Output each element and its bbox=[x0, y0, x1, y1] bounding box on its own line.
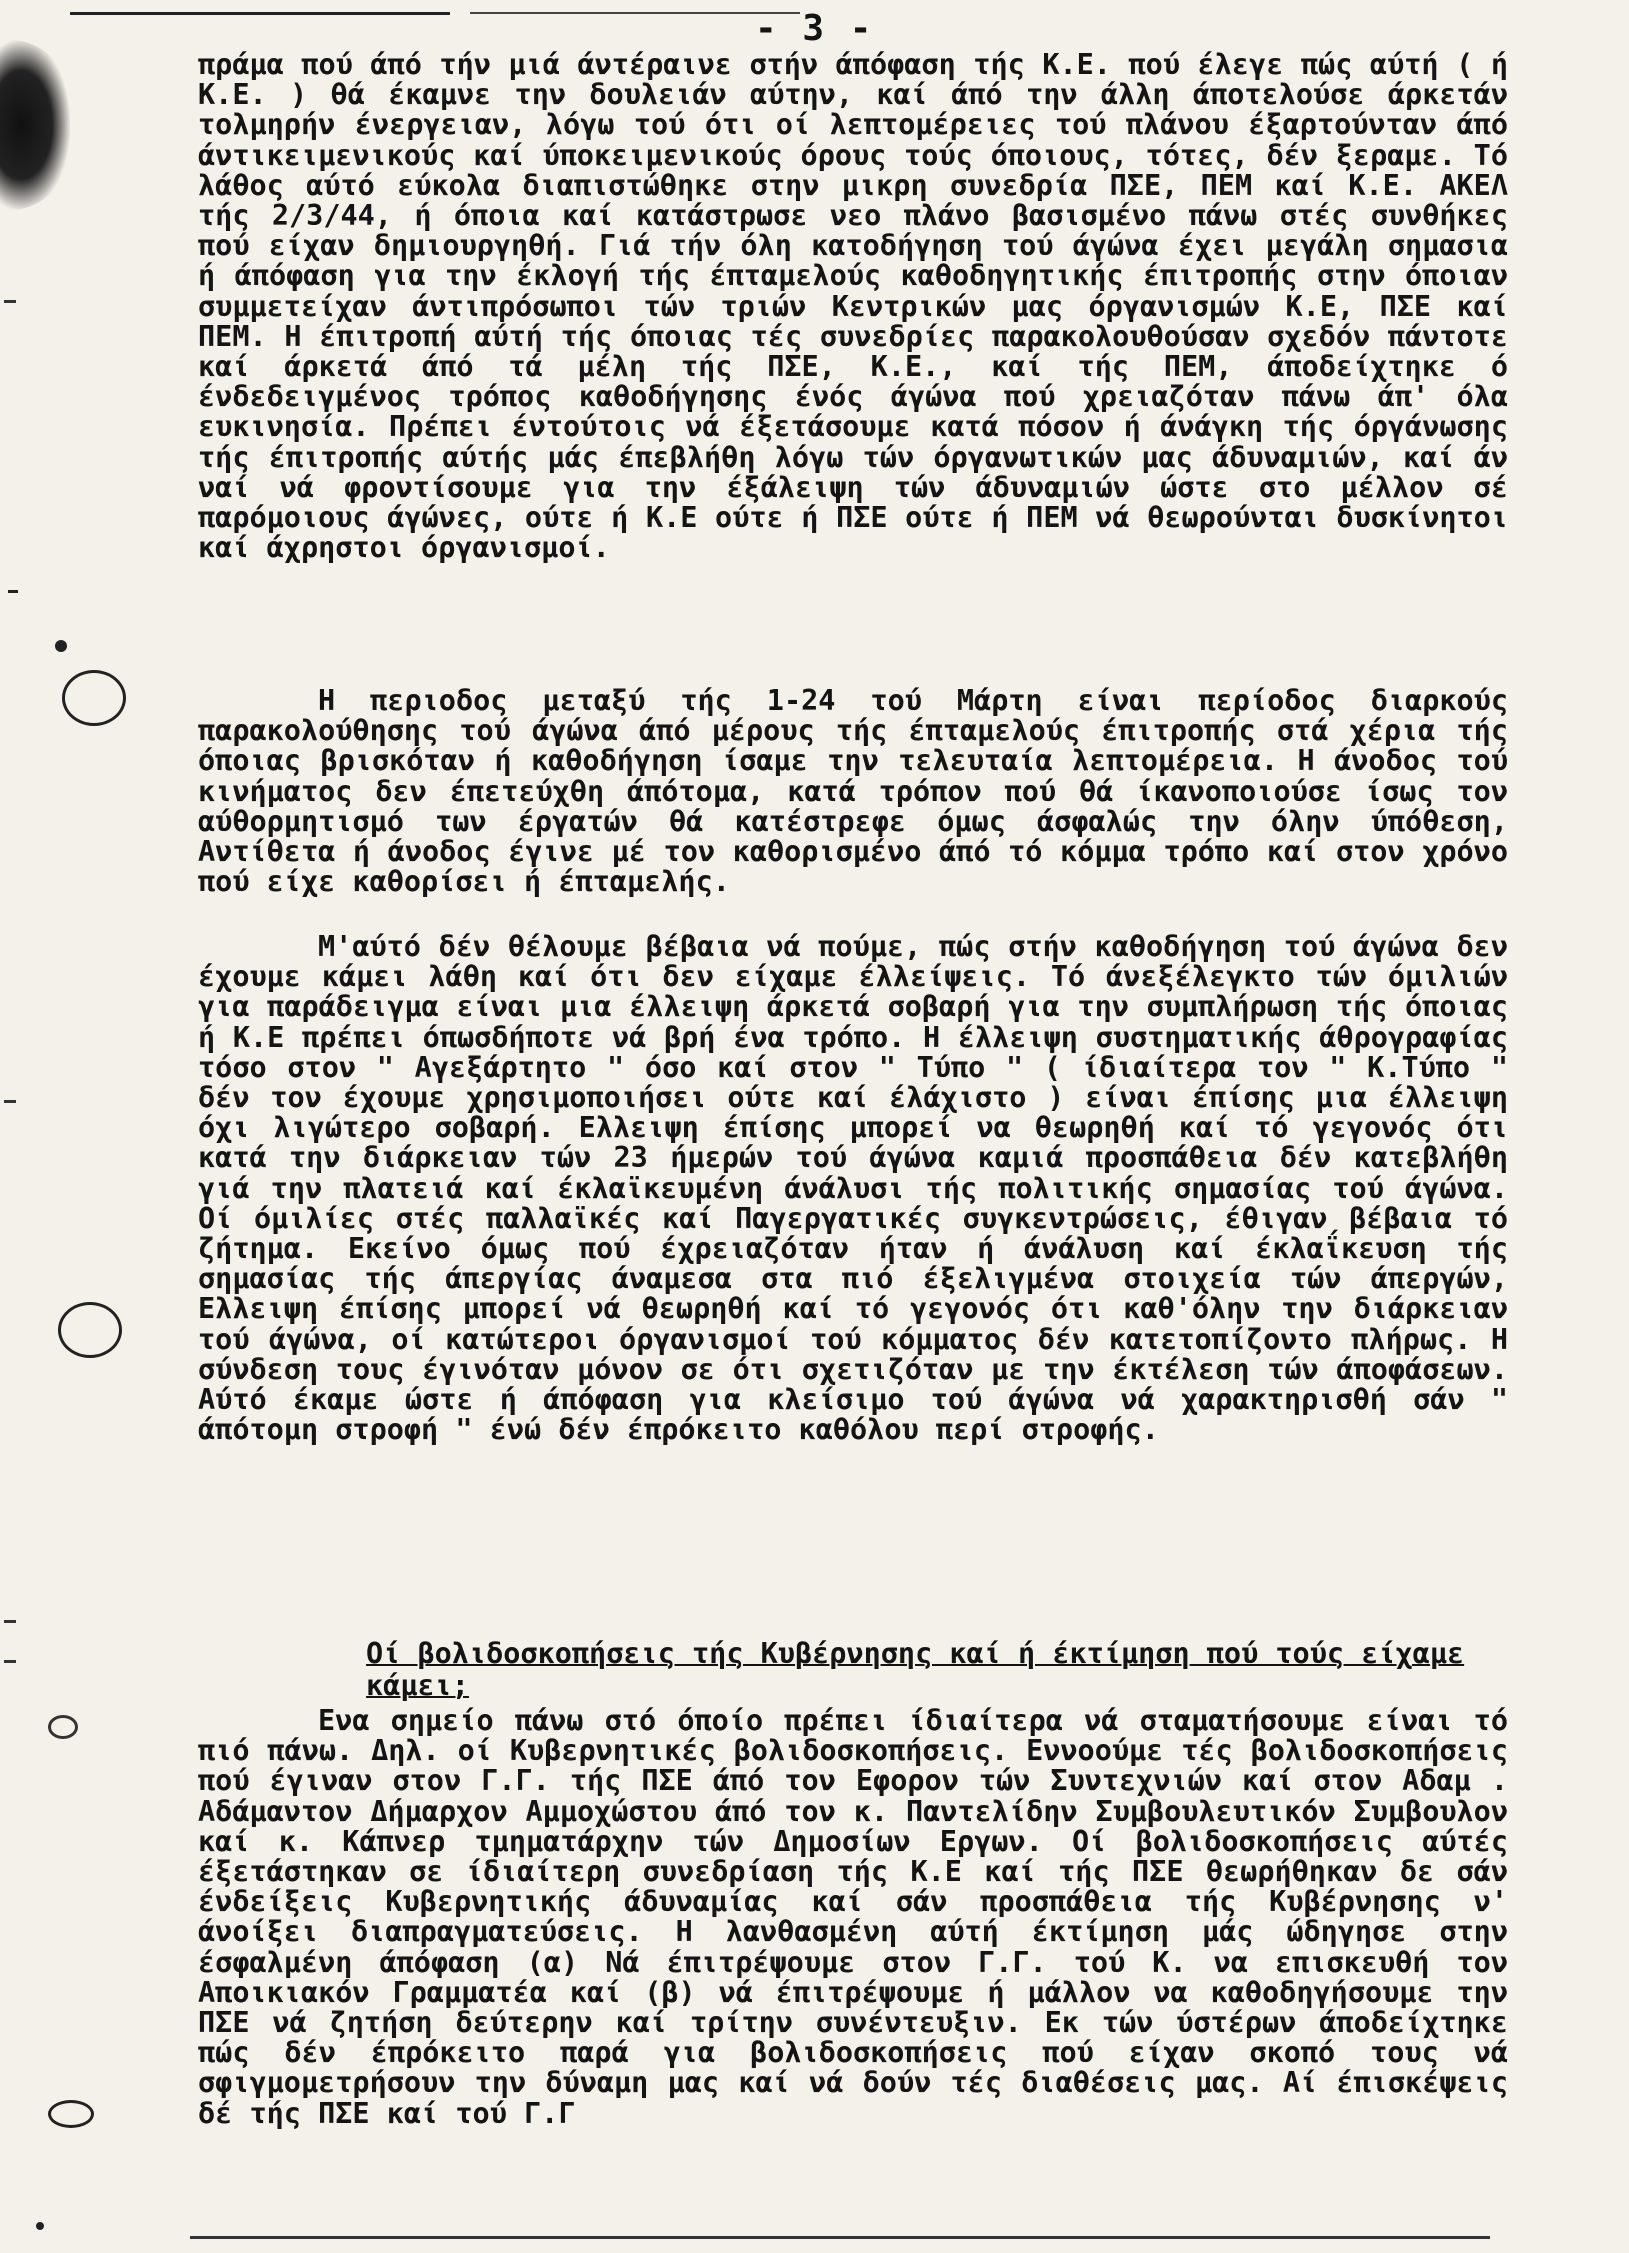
punch-hole-icon bbox=[62, 670, 126, 726]
margin-mark bbox=[8, 590, 18, 593]
bottom-rule-line bbox=[190, 2236, 1490, 2239]
page-number: - 3 - bbox=[755, 8, 874, 49]
margin-mark bbox=[55, 640, 67, 652]
paragraph-text: Ενα σημείο πάνω στό όποίο πρέπει ίδιαίτερα νά σταματήσουμε είναι τό πιό πάνω. Δηλ. οί Κυβερνητικές βολιδοσκοπήσεις. Εννοούμε τές βολιδοσκοπήσεις πού έγιναν στον Γ.Γ. τής ΠΣΕ άπό τον Εφορον τών Συντεχνιών καί στον Αδαμ . Αδάμαντον Δήμαρχον Αμμοχώστου άπό τον κ. Παντελίδην Συμβουλευτικόν Συμβουλον καί κ. Κάπνερ τμηματάρχην τών Δημοσίων Εργων. Οί βολιδοσκοπήσεις αύτές έξετάστηκαν σε ίδιαίτερη συνεδρίαση τής Κ.Ε καί τής ΠΣΕ θεωρήθηκαν δε σάν ένδείξεις Κυβερνητικής άδυναμίας καί σάν προσπάθεια τής Κυβέρνησης ν' άνοίξει διαπραγματεύσεις. Η λανθασμένη αύτή έκτίμηση μάς ώδηγησε στην έσφαλμένη άπόφαση (α) Νά έπιτρέψουμε στον Γ.Γ. τού Κ. να επισκευθή τον Αποικιακόν Γραμματέα καί (β) νά έπιτρέψουμε ή μάλλον να καθοδηγήσουμε την ΠΣΕ νά ζητήση δεύτερην καί τρίτην συνέντευξιν. Εκ τών ύστέρων άποδείχτηκε πώς δέν έπρόκειτο παρά για βολιδοσκοπήσεις πού είχαν σκοπό τους νά σφιγμομετρήσουν την δύναμη μας καί νά δούν τές διαθέσεις μας. Αί έπισκέψεις δέ τής ΠΣΕ καί τού Γ.Γ bbox=[198, 1704, 1526, 2130]
paragraph-text: Η περιοδος μεταξύ τής 1-24 τού Μάρτη είναι περίοδος διαρκούς παρακολούθησης τού άγώνα άπό μέρους τής έπταμελούς έπιτροπής στά χέρια τής όποιας βρισκόταν ή καθοδήγηση ίσαμε την τελευταία λεπτομέρεια. Η άνοδος τού κινήματος δεν έπετεύχθη άπότομα, κατά τρόπον πού θά ίκανοποιούσε ίσως τον αύθορμητισμό των έργατών θά κατέστρεφε όμως άσφαλώς την όλην ύπόθεση, Αντίθετα ή άνοδος έγινε μέ τον καθορισμένο άπό τό κόμμα τρόπο καί στον χρόνο πού είχε καθορίσει ή έπταμελής. bbox=[198, 684, 1526, 899]
margin-mark bbox=[48, 1715, 78, 1739]
section-heading: Οί βολιδοσκοπήσεις τής Κυβέρνησης καί ή έκτίμηση πού τούς είχαμε κάμει; bbox=[366, 1637, 1465, 1702]
top-rule-line-right bbox=[470, 12, 800, 14]
paragraph-text: πράμα πού άπό τήν μιά άντέραινε στήν άπόφαση τής Κ.Ε. πού έλεγε πώς αύτή ( ή Κ.Ε. ) θά έκαμνε την δουλειάν αύτην, καί άπό την άλλη άποτελούσε άρκετάν τολμηρήν ένεργειαν, λόγω τού ότι οί λεπτομέρειες τού πλάνου έξαρτούνταν άπό άντικειμενικούς καί ύποκειμενικούς όρους τούς όποιους, τότες, δέν ξεραμε. Τό λάθος αύτό εύκολα διαπιστώθηκε στην μικρη συνεδρία ΠΣΕ, ΠΕΜ καί Κ.Ε. ΑΚΕΛ τής 2/3/44, ή όποια καί κατάστρωσε νεο πλάνο βασισμένο πάνω στές συνθήκες πού είχαν δημιουργηθή. Γιά τήν όλη κατοδήγηση τού άγώνα έχει μεγάλη σημασια ή άπόφαση για την έκλογή τής έπταμελούς καθοδηγητικής έπιτροπής στην όποιαν συμμετείχαν άντιπρόσωποι τών τριών Κεντρικών μας όργανισμών Κ.Ε, ΠΣΕ καί ΠΕΜ. Η έπιτροπή αύτή τής όποιας τές συνεδρίες παρακολουθούσαν σχεδόν πάντοτε καί άρκετά άπό τά μέλη τής ΠΣΕ, Κ.Ε., καί τής ΠΕΜ, άποδείχτηκε ό ένδεδειγμένος τρόπος καθοδήγησης ένός άγώνα πού χρειαζόταν πάνω άπ' όλα ευκινησία. Πρέπει έντούτοις νά έξετάσουμε κατά πόσον ή άνάγκη τής όργάνωσης τής έπιτροπής αύτής μάς έπεβλήθη λόγω τών όργανωτικών μας άδυναμιών, καί άν ναί νά φροντίσουμε για την έξάλειψη τών άδυναμιών ώστε στο μέλλον σέ παρόμοιους άγώνες, ούτε ή Κ.Ε ούτε ή ΠΣΕ ούτε ή ΠΕΜ νά θεωρούνται δυσκίνητοι καί άχρηστοι όργανισμοί. bbox=[198, 48, 1526, 565]
paragraph-text: Μ'αύτό δέν θέλουμε βέβαια νά πούμε, πώς στήν καθοδήγηση τού άγώνα δεν έχουμε κάμει λάθη καί ότι δεν είχαμε έλλείψεις. Τό άνεξέλεγκτο τών όμιλιών για παράδειγμα είναι μια έλλειψη άρκετά σοβαρή για την συμπλήρωση τής όποιας ή Κ.Ε πρέπει όπωσδήποτε νά βρή ένα τρόπο. Η έλλειψη συστηματικής άθρογραφίας τόσο στον " Αγεξάρτητο " όσο καί στον " Τύπο " ( ίδιαίτερα τον " Κ.Τύπο " δέν τον έχουμε χρησιμοποιήσει ούτε καί έλάχιστο ) είναι έπίσης μια έλλειψη όχι λιγώτερο σοβαρή. Ελλειψη έπίσης μπορεί να θεωρηθή καί τό γεγονός ότι κατά την διάρκειαν τών 23 ήμερών τού άγώνα καμιά προσπάθεια δέν κατεβλήθη γιά την πλατειά καί έκλαϊκευμένη άνάλυσι τής πολιτικής σημασίας τού άγώνα. Οί όμιλίες στές παλλαϊκές καί Παγεργατικές συγκεντρώσεις, έθιγαν βέβαια τό ζήτημα. Εκείνο όμως πού έχρειαζόταν ήταν ή άνάλυση καί έκλαΐκευση τής σημασίας τής άπεργίας άναμεσα στα πιό έξελιγμένα στοιχεία τών άπεργών, Ελλειψη έπίσης μπορεί νά θεωρηθή καί τό γεγονός ότι καθ'όλην την διάρκειαν τού άγώνα, οί κατώτεροι όργανισμοί τού κόμματος δέν κατετοπίζοντο πλήρως. Η σύνδεση τους έγινόταν μόνον σε ότι σχετιζόταν με την έκτέλεση τών άποφάσεων. Αύτό έκαμε ώστε ή άπόφαση για κλείσιμο τού άγώνα νά χαρακτηρισθή σάν " άπότομη στροφή " ένώ δέν έπρόκειτο καθόλου περί στροφής. bbox=[198, 930, 1526, 1447]
top-rule-line bbox=[70, 12, 450, 15]
edge-mark bbox=[4, 1100, 16, 1103]
paragraph-government-probes bbox=[198, 1704, 1526, 2130]
margin-mark bbox=[36, 2222, 44, 2230]
edge-mark bbox=[4, 300, 16, 303]
punch-hole-icon bbox=[48, 2100, 94, 2128]
paragraph-march-period bbox=[198, 684, 1526, 899]
binding-ink-blot bbox=[0, 40, 70, 210]
paragraph-leadership-committee bbox=[198, 48, 1526, 565]
punch-hole-icon bbox=[58, 1302, 122, 1358]
edge-mark bbox=[4, 1620, 16, 1623]
paragraph-mistakes bbox=[198, 930, 1526, 1447]
edge-mark bbox=[4, 1660, 16, 1663]
